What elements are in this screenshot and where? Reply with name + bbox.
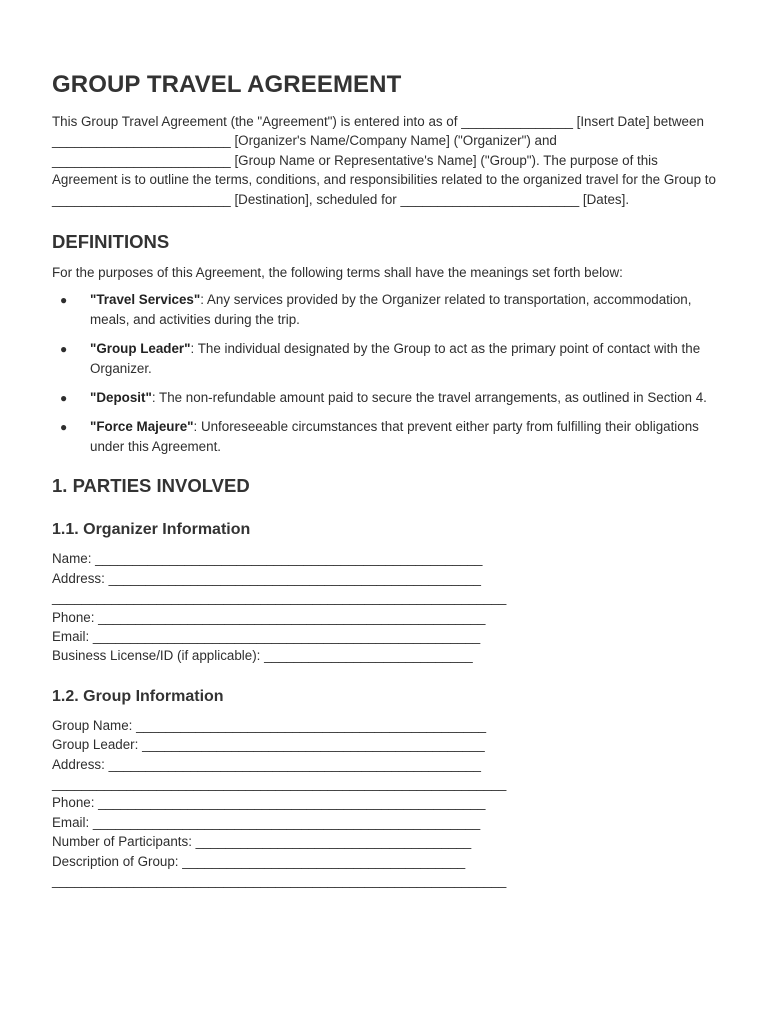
definition-term: "Travel Services" (90, 292, 201, 308)
definition-item (52, 339, 720, 378)
group-info-heading: 1.2. Group Information (52, 687, 224, 705)
group-address-field[interactable]: Address: __________________________________________________ (52, 756, 481, 772)
group-phone-field[interactable]: Phone: ____________________________________________________ (52, 795, 486, 811)
organizer-license-field[interactable]: Business License/ID (if applicable): ____________________________ (52, 648, 473, 664)
organizer-name-field[interactable]: Name: ____________________________________________________ (52, 551, 483, 567)
definition-text: : Unforeseeable circumstances that prevent either party from fulfilling their obligations under this Agreement. (90, 419, 699, 454)
definition-text: : The non-refundable amount paid to secure the travel arrangements, as outlined in Section 4. (151, 390, 707, 406)
document-page (52, 70, 722, 890)
organizer-info-heading: 1.1. Organizer Information (52, 521, 251, 539)
group-name-field[interactable]: Group Name: _______________________________________________ (52, 717, 487, 733)
document-title: GROUP TRAVEL AGREEMENT (52, 71, 402, 98)
definition-text: : Any services provided by the Organizer related to transportation, accommodation, meals, and activities during the trip. (90, 292, 692, 327)
group-description-line-2[interactable]: _____________________________________________________________ (52, 872, 507, 888)
definition-term: "Force Majeure" (90, 419, 194, 435)
bullet-icon: ● (60, 420, 68, 435)
parties-heading: 1. PARTIES INVOLVED (52, 475, 250, 497)
organizer-address-field[interactable]: Address: __________________________________________________ (52, 570, 481, 586)
definition-term: "Deposit" (90, 390, 152, 406)
group-description-field[interactable]: Description of Group: ______________________________________ (52, 853, 466, 869)
organizer-address-line-2[interactable]: _____________________________________________________________ (52, 590, 507, 606)
group-address-line-2[interactable]: _____________________________________________________________ (52, 775, 507, 791)
bullet-icon: ● (60, 391, 68, 406)
definition-item (52, 388, 720, 407)
bullet-icon: ● (60, 342, 68, 357)
definition-item (52, 290, 720, 329)
intro-paragraph: This Group Travel Agreement (the "Agreement") is entered into as of _______________ [Insert Date] between ________________________ [Organizer's Name/Company Name] ("Organizer") and ________________________ [Group Name or Representative's Name] ("Group"). The purpose of this Agreement is to outline the terms, conditions, and responsibilities related to the organized travel for the Group to ________________________ [Destination], scheduled for ________________________ [Dates]. (52, 114, 716, 207)
bullet-icon: ● (60, 293, 68, 308)
definition-term: "Group Leader" (90, 341, 191, 357)
definitions-intro: For the purposes of this Agreement, the following terms shall have the meanings set forth below: (52, 265, 623, 281)
organizer-email-field[interactable]: Email: ____________________________________________________ (52, 628, 481, 644)
group-participants-field[interactable]: Number of Participants: _____________________________________ (52, 834, 472, 850)
organizer-phone-field[interactable]: Phone: ____________________________________________________ (52, 609, 486, 625)
definition-text: : The individual designated by the Group to act as the primary point of contact with the Organizer. (90, 341, 701, 376)
definition-item (52, 417, 720, 456)
group-fields (52, 716, 722, 891)
definitions-heading: DEFINITIONS (52, 231, 170, 253)
group-email-field[interactable]: Email: ____________________________________________________ (52, 814, 481, 830)
organizer-fields (52, 549, 722, 665)
group-leader-field[interactable]: Group Leader: ______________________________________________ (52, 737, 485, 753)
definitions-list (52, 290, 722, 456)
